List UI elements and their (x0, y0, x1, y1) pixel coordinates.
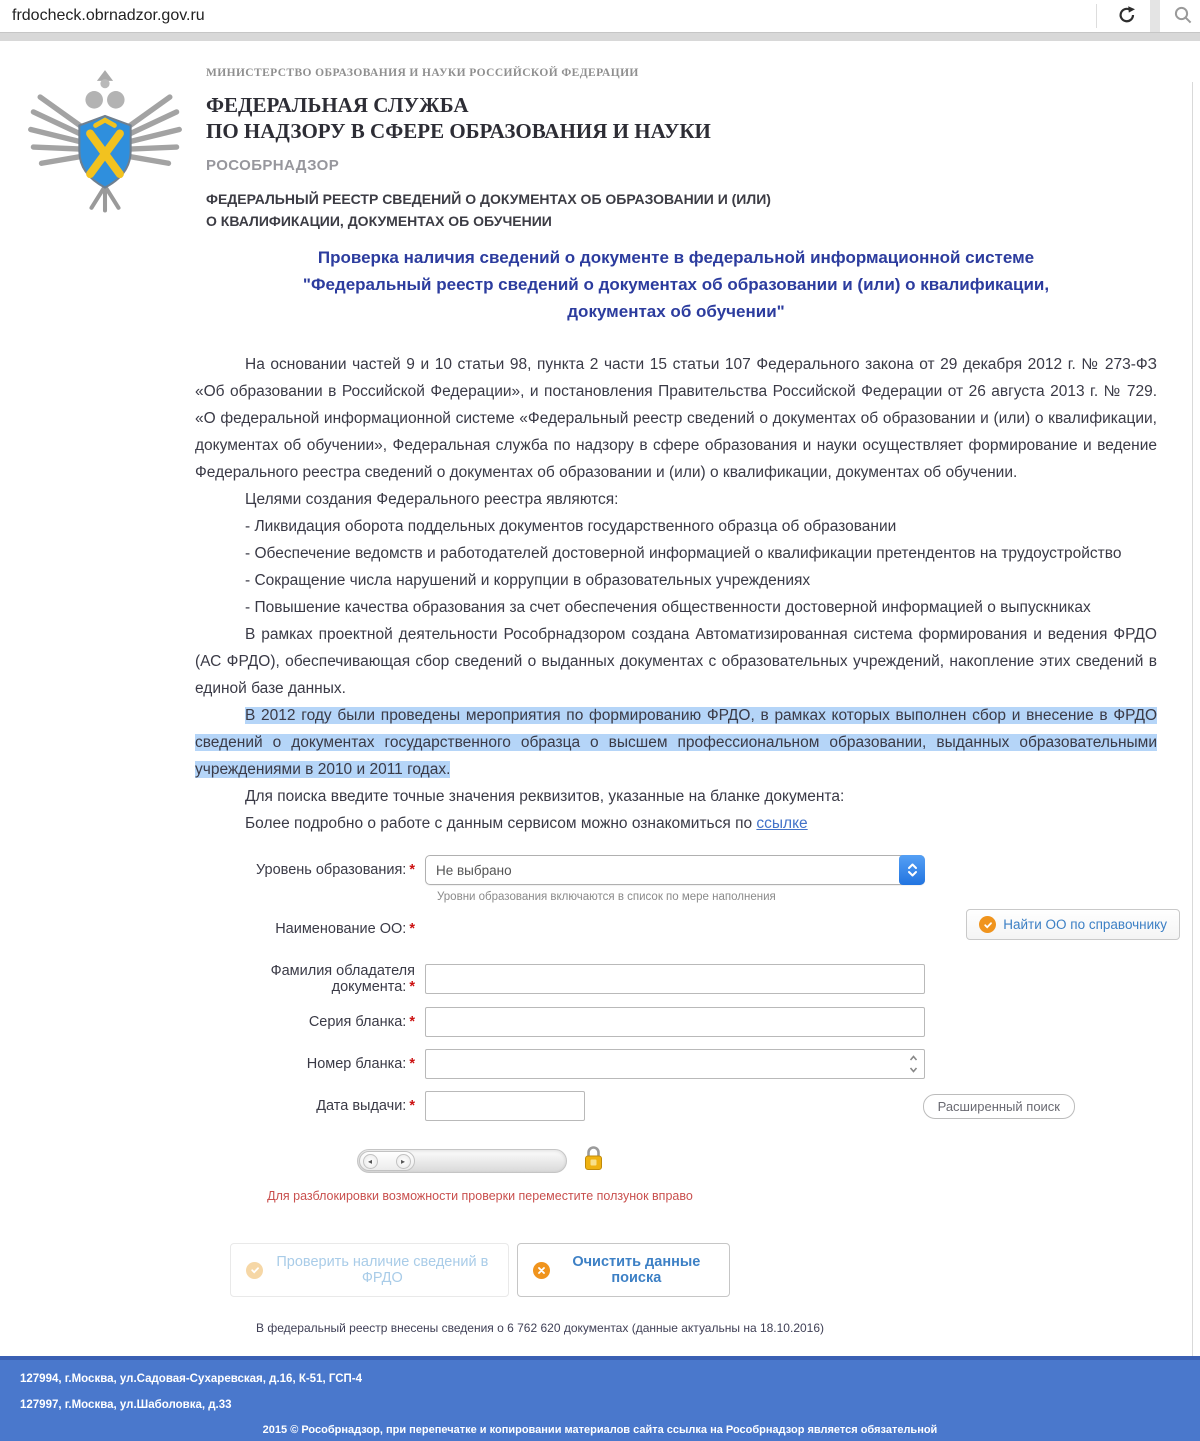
ministry-name: МИНИСТЕРСТВО ОБРАЗОВАНИЯ И НАУКИ РОССИЙСКОЙ ФЕДЕРАЦИИ (206, 67, 639, 79)
reload-icon (1117, 5, 1137, 28)
required-asterisk: * (409, 979, 415, 995)
goal-item: - Ликвидация оборота поддельных документов государственного образца об образовании (245, 518, 897, 535)
form-row-number (195, 1049, 1157, 1079)
url-field[interactable]: frdocheck.obrnadzor.gov.ru (12, 7, 205, 24)
series-label: Серия бланка: * (308, 1014, 415, 1030)
clear-search-button[interactable] (517, 1243, 730, 1297)
paragraph-as-frdo: В рамках проектной деятельности Рособрнадзором создана Автоматизированная система формирования и ведения ФРДО (АС ФРДО), обеспечивающая сбор сведений о выданных документах с образовательных учреждений, накопление этих сведений в единой базе данных. (195, 626, 1157, 697)
find-organization-button[interactable] (966, 909, 1180, 940)
clear-search-label: Очистить данные поиска (572, 1254, 701, 1286)
surname-input[interactable] (425, 964, 925, 994)
education-level-label: Уровень образования: * (255, 862, 415, 878)
issue-date-label: Дата выдачи: * (316, 1098, 415, 1114)
required-asterisk: * (409, 862, 415, 878)
education-level-selected-value: Не выбрано (436, 862, 512, 878)
more-info-text: Более подробно о работе с данным сервисом можно ознакомиться по (245, 815, 757, 832)
unlock-slider-hint: Для разблокировки возможности проверки переместите ползунок вправо (267, 1189, 693, 1203)
education-level-select[interactable] (425, 855, 925, 885)
slider-left-arrow-icon[interactable]: ◂ (363, 1154, 378, 1169)
site-footer (0, 1356, 1200, 1441)
required-asterisk: * (409, 921, 415, 937)
education-level-hint: Уровни образования включаются в список по мере наполнения (437, 891, 776, 903)
registry-name (206, 188, 771, 232)
service-name (206, 92, 771, 144)
registry-name-line1: ФЕДЕРАЛЬНЫЙ РЕЕСТР СВЕДЕНИЙ О ДОКУМЕНТАХ ОБ ОБРАЗОВАНИИ И (ИЛИ) (206, 191, 771, 207)
reload-button[interactable] (1110, 0, 1144, 32)
rosobrnadzor-emblem-logo (24, 59, 186, 227)
unlock-slider-handle[interactable] (359, 1151, 415, 1171)
form-row-issue-date (195, 1091, 1157, 1121)
check-frdo-button[interactable] (230, 1243, 509, 1297)
issue-date-input[interactable] (425, 1091, 585, 1121)
footer-address-1: 127994, г.Москва, ул.Садовая-Сухаревская, д.16, К-51, ГСП-4 (20, 1373, 363, 1385)
divider (1096, 4, 1097, 28)
check-circle-icon (246, 1262, 263, 1279)
unlock-slider-track[interactable] (357, 1149, 567, 1173)
number-input[interactable] (425, 1049, 925, 1079)
footer-address-2: 127997, г.Москва, ул.Шаболовка, д.33 (20, 1399, 232, 1411)
series-input[interactable] (425, 1007, 925, 1037)
number-label: Номер бланка: * (306, 1056, 415, 1072)
registry-count-info: В федеральный реестр внесены сведения о 6 762 620 документах (данные актуальны на 18.10.2016) (255, 1321, 825, 1335)
required-asterisk: * (409, 1098, 415, 1114)
page-content (0, 41, 1200, 1356)
site-header (0, 41, 1200, 232)
goal-item: - Сокращение числа нарушений и коррупции в образовательных учреждениях (245, 572, 811, 589)
goal-item: - Повышение качества образования за счет обеспечения общественности достоверной информацией о выпускниках (245, 599, 1091, 616)
goal-item: - Обеспечение ведомств и работодателей достоверной информацией о квалификации претендентов на трудоустройство (245, 545, 1122, 562)
page-title (195, 244, 1157, 325)
divider (1150, 0, 1160, 32)
check-frdo-label: Проверить наличие сведений в ФРДО (276, 1254, 489, 1286)
selected-text: В 2012 году были проведены мероприятия по формированию ФРДО, в рамках которых выполнен сбор и внесение в ФРДО сведений о документах государственного образца о высшем профессиональном образовании, выданных образовательными учреждениями в 2010 и 2011 годах. (195, 707, 1157, 778)
slider-right-arrow-icon[interactable]: ▸ (396, 1154, 411, 1169)
paragraph-2012-highlighted (195, 702, 1157, 783)
search-form (195, 855, 1167, 1121)
page-title-line3: документах об обучении" (567, 302, 785, 321)
check-circle-icon (979, 916, 996, 933)
paragraph-goals-intro: Целями создания Федерального реестра являются: (245, 491, 619, 508)
required-asterisk: * (409, 1056, 415, 1072)
intro-text (195, 351, 1157, 837)
unlock-slider-zone (230, 1145, 730, 1203)
paragraph-more-info (195, 810, 1157, 837)
page-title-line1: Проверка наличия сведений о документе в федеральной информационной системе (317, 248, 1035, 267)
form-actions (230, 1243, 730, 1297)
paragraph-legal-basis: На основании частей 9 и 10 статьи 98, пункта 2 части 15 статьи 107 Федерального закона от 29 декабря 2012 г. № 273-ФЗ «Об образовании в Российской Федерации», и постановления Правительства Российской Федерации от 26 августа 2013 г. № 729. «О федеральной информационной системе «Федеральный реестр сведений о документах об образовании и (или) о квалификации, документах об обучении», Федеральная служба по надзору в сфере образования и науки осуществляет формирование и ведение Федерального реестра сведений о документах об образовании и (или) о квалификации, документах об обучении. (195, 356, 1157, 481)
browser-address-bar (0, 0, 1200, 32)
page-title-line2: "Федеральный реестр сведений о документах об образовании и (или) о квалификации, (302, 275, 1050, 294)
form-row-education-level (195, 855, 1157, 885)
search-button[interactable] (1166, 0, 1200, 32)
search-icon (1173, 5, 1193, 28)
lock-icon (583, 1145, 604, 1177)
required-asterisk: * (409, 1014, 415, 1030)
service-name-line1: ФЕДЕРАЛЬНАЯ СЛУЖБА (206, 93, 469, 117)
registry-name-line2: О КВАЛИФИКАЦИИ, ДОКУМЕНТАХ ОБ ОБУЧЕНИИ (206, 213, 552, 229)
form-row-series (195, 1007, 1157, 1037)
organization-label: Наименование ОО: * (275, 921, 415, 937)
advanced-search-button[interactable]: Расширенный поиск (923, 1094, 1075, 1119)
more-info-link[interactable]: ссылке (756, 815, 808, 832)
scrollbar-track[interactable] (1192, 82, 1193, 1356)
number-stepper[interactable] (907, 1055, 919, 1073)
chrome-divider (0, 32, 1200, 41)
find-organization-label: Найти ОО по справочнику (1003, 917, 1167, 932)
form-row-organization (195, 913, 1167, 945)
service-name-line2: ПО НАДЗОРУ В СФЕРЕ ОБРАЗОВАНИЯ И НАУКИ (206, 119, 711, 143)
form-row-surname (195, 963, 1157, 995)
paragraph-search-prompt: Для поиска введите точные значения реквизитов, указанные на бланке документа: (245, 788, 845, 805)
surname-label: Фамилия обладателя документа: * (270, 963, 415, 995)
footer-copyright: 2015 © Рособрнадзор, при перепечатке и копировании материалов сайта ссылка на Рособрнадзор является обязательной (262, 1424, 938, 1436)
x-circle-icon (533, 1262, 550, 1279)
select-chevrons-icon[interactable] (899, 855, 925, 885)
short-name: РОСОБРНАДЗОР (206, 157, 340, 174)
